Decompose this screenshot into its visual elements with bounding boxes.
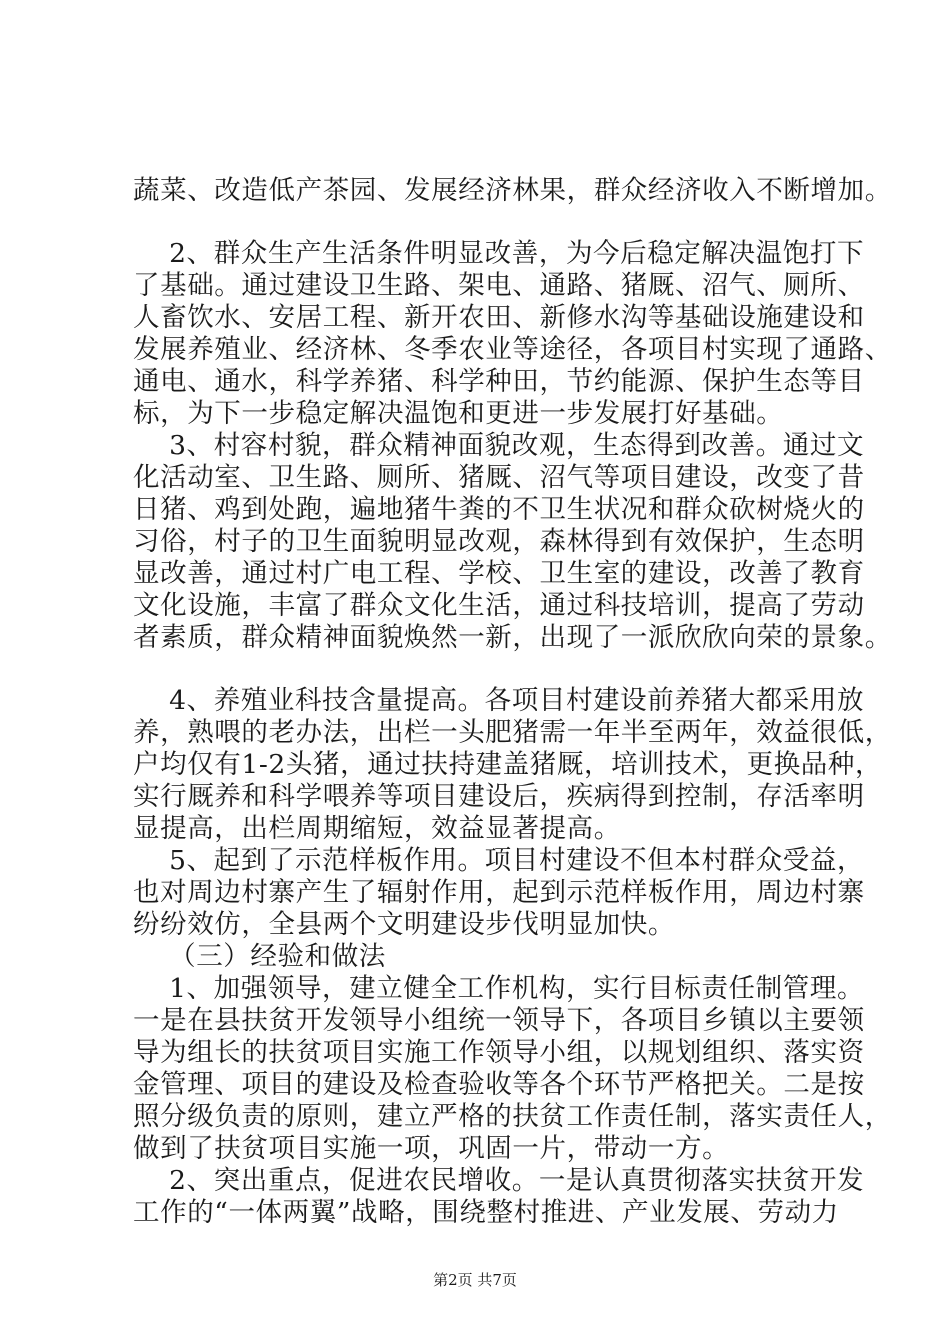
text-line: 化活动室、卫生路、厕所、猪厩、沼气等项目建设，改变了昔 (133, 462, 865, 493)
text-line: 了基础。通过建设卫生路、架电、通路、猪厩、沼气、厕所、 (133, 270, 865, 301)
text-line: 4、养殖业科技含量提高。各项目村建设前养猪大都采用放 (133, 685, 865, 716)
text-line: 纷纷效仿，全县两个文明建设步伐明显加快。 (133, 909, 675, 940)
text-line: 文化设施，丰富了群众文化生活，通过科技培训，提高了劳动 (133, 590, 865, 621)
text-line: 者素质，群众精神面貌焕然一新，出现了一派欣欣向荣的景象。 (133, 622, 892, 653)
text-line: 发展养殖业、经济林、冬季农业等途径，各项目村实现了通路、 (133, 334, 892, 365)
text-line: 标，为下一步稳定解决温饱和更进一步发展打好基础。 (133, 398, 784, 429)
text-line: 5、起到了示范样板作用。项目村建设不但本村群众受益， (133, 845, 865, 876)
text-line: 户均仅有1-2头猪，通过扶持建盖猪厩，培训技术，更换品种， (133, 749, 883, 780)
text-line: 蔬菜、改造低产茶园、发展经济林果，群众经济收入不断增加。 (133, 175, 892, 206)
text-line: 一是在县扶贫开发领导小组统一领导下，各项目乡镇以主要领 (133, 1005, 865, 1036)
text-line: 做到了扶贫项目实施一项，巩固一片，带动一方。 (133, 1133, 730, 1164)
text-line: 3、村容村貌，群众精神面貌改观，生态得到改善。通过文 (133, 430, 865, 461)
text-line: 2、群众生产生活条件明显改善，为今后稳定解决温饱打下 (133, 238, 865, 269)
text-line: 显提高，出栏周期缩短，效益显著提高。 (133, 813, 621, 844)
text-line: 照分级负责的原则，建立严格的扶贫工作责任制，落实责任人， (133, 1101, 892, 1132)
text-line: 也对周边村寨产生了辐射作用，起到示范样板作用，周边村寨 (133, 877, 865, 908)
text-line: 日猪、鸡到处跑，遍地猪牛粪的不卫生状况和群众砍树烧火的 (133, 494, 865, 525)
text-line: 习俗，村子的卫生面貌明显改观，森林得到有效保护，生态明 (133, 526, 865, 557)
text-line: 实行厩养和科学喂养等项目建设后，疾病得到控制，存活率明 (133, 781, 865, 812)
text-line: 金管理、项目的建设及检查验收等各个环节严格把关。二是按 (133, 1069, 865, 1100)
section-heading: （三）经验和做法 (133, 941, 386, 972)
text-line: 养，熟喂的老办法，出栏一头肥猪需一年半至两年，效益很低， (133, 717, 892, 748)
page-footer: 第2页 共7页 (433, 1271, 517, 1289)
text-line: 1、加强领导，建立健全工作机构，实行目标责任制管理。 (133, 973, 865, 1004)
text-line: 工作的“一体两翼”战略，围绕整村推进、产业发展、劳动力 (133, 1197, 839, 1228)
text-line: 导为组长的扶贫项目实施工作领导小组，以规划组织、落实资 (133, 1037, 865, 1068)
text-line: 显改善，通过村广电工程、学校、卫生室的建设，改善了教育 (133, 558, 865, 589)
text-line: 人畜饮水、安居工程、新开农田、新修水沟等基础设施建设和 (133, 302, 865, 333)
text-line: 2、突出重点，促进农民增收。一是认真贯彻落实扶贫开发 (133, 1165, 865, 1196)
text-line: 通电、通水，科学养猪、科学种田，节约能源、保护生态等目 (133, 366, 865, 397)
